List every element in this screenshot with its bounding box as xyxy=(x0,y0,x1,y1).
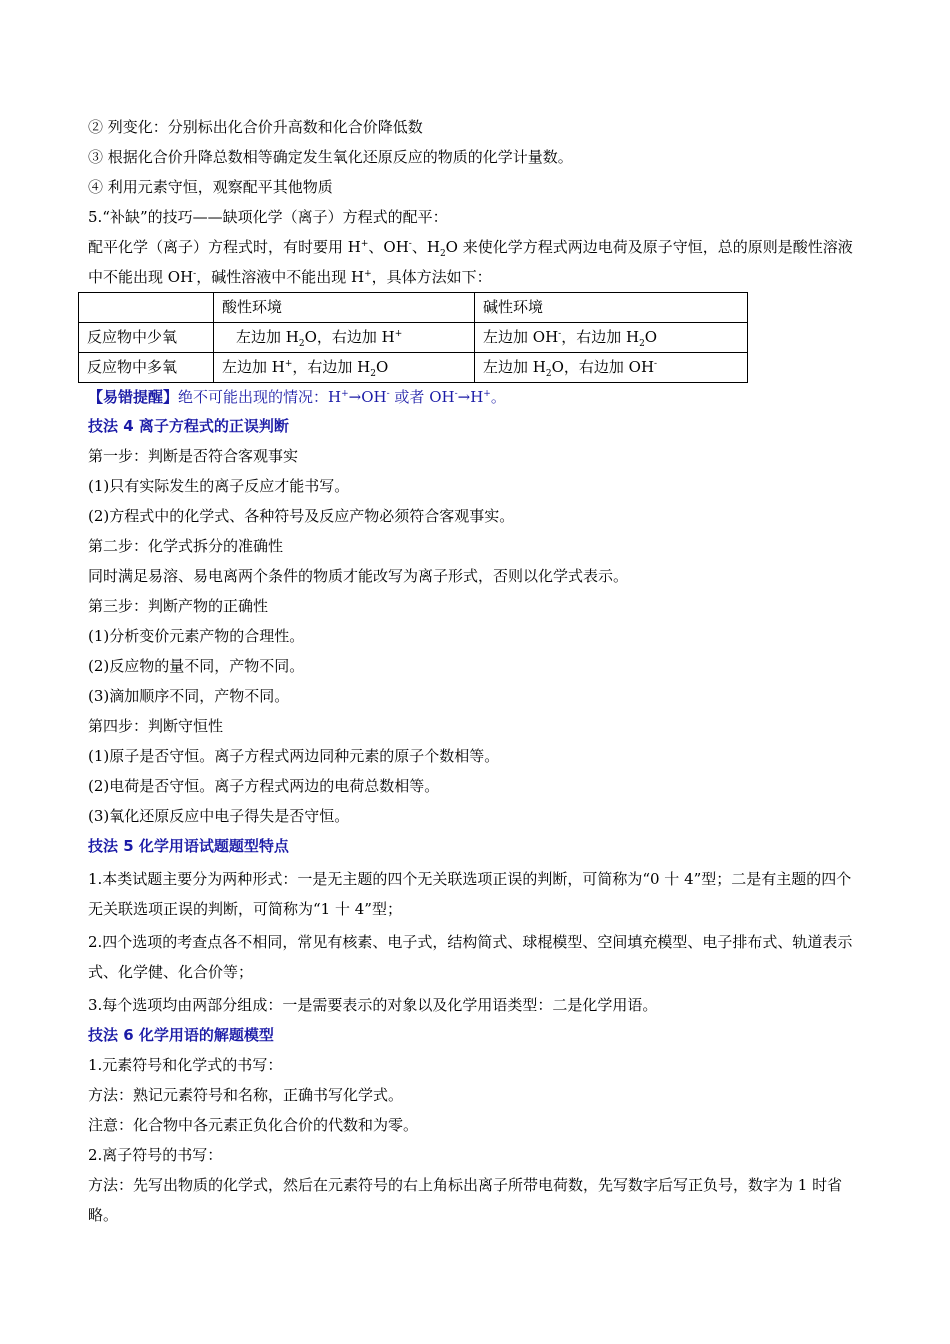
list-item: (1)只有实际发生的离子反应才能书写。 xyxy=(88,477,350,495)
table-cell: 左边加 OH-，右边加 $H_2O$ xyxy=(475,323,748,353)
tip-5-paragraph-1: 1.本类试题主要分为两种形式：一是无主题的四个无关联选项正误的判断，可简称为“0 十 4”型；二是有主题的四个无关联选项正误的判断，可简称为“1 十 4”型； xyxy=(88,870,852,918)
tip-4-heading: 技法 4 离子方程式的正误判断 xyxy=(88,417,289,435)
list-item: 同时满足易溶、易电离两个条件的物质才能改写为离子形式，否则以化学式表示。 xyxy=(88,567,629,585)
list-item: (2)反应物的量不同，产物不同。 xyxy=(88,657,305,675)
list-item: (1)分析变价元素产物的合理性。 xyxy=(88,627,305,645)
redox-environment-table xyxy=(78,292,748,383)
step-3: ③ 根据化合价升降总数相等确定发生氧化还原反应的物质的化学计量数。 xyxy=(88,148,573,166)
list-item: (3)滴加顺序不同，产物不同。 xyxy=(88,687,290,705)
tip-6-paragraph-last: 方法：先写出物质的化学式，然后在元素符号的右上角标出离子所带电荷数，先写数字后写正负号，数字为 1 时省略。 xyxy=(88,1176,843,1224)
section-5-title: 5.“补缺”的技巧——缺项化学（离子）方程式的配平： xyxy=(88,208,448,226)
warning-note: 【易错提醒】绝不可能出现的情况：H+→OH- 或者 OH-→H+。 xyxy=(88,388,506,406)
list-item: (2)方程式中的化学式、各种符号及反应产物必须符合客观事实。 xyxy=(88,507,515,525)
list-item: (2)电荷是否守恒。离子方程式两边的电荷总数相等。 xyxy=(88,777,440,795)
row-label-less-oxygen: 反应物中少氧 xyxy=(79,323,214,353)
list-item: 1.元素符号和化学式的书写： xyxy=(88,1056,283,1074)
tip-5-paragraph-3: 3.每个选项均由两部分组成：一是需要表示的对象以及化学用语类型：二是化学用语。 xyxy=(88,996,658,1014)
list-item: (3)氧化还原反应中电子得失是否守恒。 xyxy=(88,807,350,825)
row-label-more-oxygen: 反应物中多氧 xyxy=(79,353,214,383)
table-row xyxy=(79,293,748,323)
list-item: 第二步：化学式拆分的准确性 xyxy=(88,537,284,555)
document-page xyxy=(88,112,863,1230)
tip-5-heading: 技法 5 化学用语试题题型特点 xyxy=(88,837,289,855)
step-2: ② 列变化：分别标出化合价升高数和化合价降低数 xyxy=(88,118,423,136)
table-cell: 左边加 H+，右边加 $H_2O$ xyxy=(214,353,475,383)
list-item: (1)原子是否守恒。离子方程式两边同种元素的原子个数相等。 xyxy=(88,747,500,765)
list-item: 第四步：判断守恒性 xyxy=(88,717,224,735)
table-cell: 左边加 $H_2O$，右边加 H+ xyxy=(214,323,475,353)
list-item: 注意：化合物中各元素正负化合价的代数和为零。 xyxy=(88,1116,419,1134)
step-4: ④ 利用元素守恒，观察配平其他物质 xyxy=(88,178,333,196)
tip-5-paragraph-2: 2.四个选项的考查点各不相同，常见有核素、电子式，结构简式、球棍模型、空间填充模型、电子排布式、轨道表示式、化学健、化合价等； xyxy=(88,933,853,981)
tip-6-heading: 技法 6 化学用语的解题模型 xyxy=(88,1026,274,1044)
table-cell xyxy=(79,293,214,323)
list-item: 第一步：判断是否符合客观事实 xyxy=(88,447,299,465)
list-item: 第三步：判断产物的正确性 xyxy=(88,597,269,615)
table-header-base: 碱性环境 xyxy=(475,293,748,323)
section-5-paragraph: 配平化学（离子）方程式时，有时要用 H+、OH-、$H_2O$ 来使化学方程式两边电荷及原子守恒，总的原则是酸性溶液中不能出现 OH-，碱性溶液中不能出现 H+，具体方法如下： xyxy=(88,238,853,286)
table-cell: 左边加 $H_2O$，右边加 OH- xyxy=(475,353,748,383)
table-row xyxy=(79,323,748,353)
table-row xyxy=(79,353,748,383)
list-item: 2.离子符号的书写： xyxy=(88,1146,223,1164)
table-header-acid: 酸性环境 xyxy=(214,293,475,323)
list-item: 方法：熟记元素符号和名称，正确书写化学式。 xyxy=(88,1086,404,1104)
